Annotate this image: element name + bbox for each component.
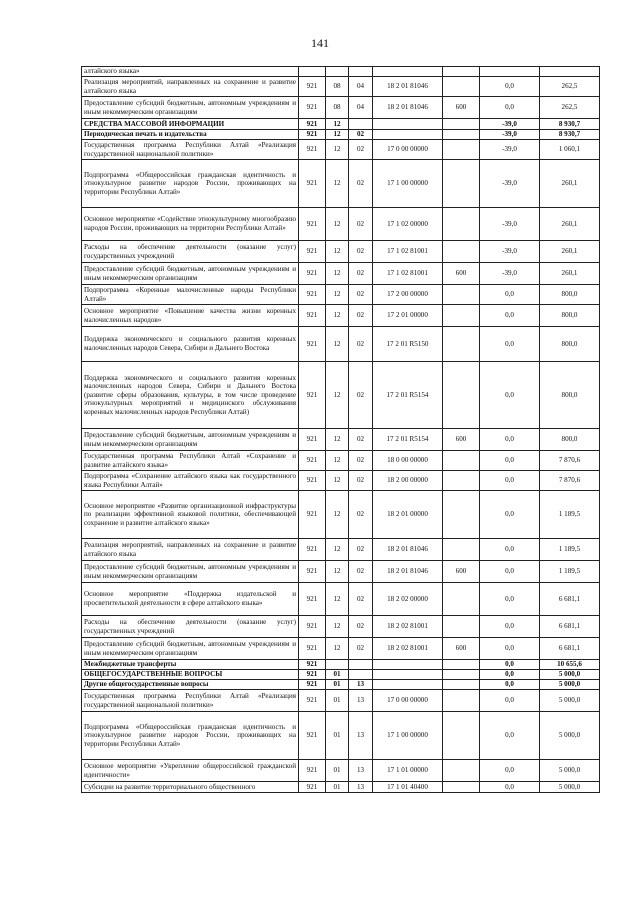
change-sum-cell: 0,0	[480, 362, 540, 429]
grbs-code-cell: 921	[299, 119, 326, 130]
total-amount-cell: 800,0	[540, 305, 600, 327]
subsection-code-cell: 02	[349, 140, 373, 160]
grbs-code-cell: 921	[299, 760, 326, 782]
target-article-cell: 18 2 00 00000	[373, 471, 443, 491]
grbs-code-cell: 921	[299, 680, 326, 690]
change-sum-cell: 0,0	[480, 491, 540, 539]
grbs-code-cell: 921	[299, 539, 326, 561]
target-article-cell	[373, 680, 443, 690]
table-row	[82, 782, 600, 793]
expense-type-cell	[443, 140, 480, 160]
change-sum-cell: -39,0	[480, 263, 540, 285]
total-amount-cell: 800,0	[540, 362, 600, 429]
target-article-cell: 18 2 01 00000	[373, 491, 443, 539]
total-amount-cell: 1 189,5	[540, 561, 600, 583]
section-code-cell: 01	[326, 680, 349, 690]
target-article-cell	[373, 67, 443, 77]
change-sum-cell: -39,0	[480, 160, 540, 208]
grbs-code-cell: 921	[299, 160, 326, 208]
grbs-code-cell: 921	[299, 638, 326, 660]
table-row	[82, 583, 600, 616]
change-sum-cell: 0,0	[480, 583, 540, 616]
section-code-cell: 08	[326, 77, 349, 97]
target-article-cell	[373, 130, 443, 140]
table-row	[82, 690, 600, 712]
table-row	[82, 561, 600, 583]
grbs-code-cell: 921	[299, 241, 326, 263]
expense-type-cell	[443, 660, 480, 670]
expense-name-cell: Поддержка экономического и социального развития коренных малочисленных народов Севера, Сибири и Дальнего Востока	[82, 327, 299, 362]
target-article-cell: 17 2 00 00000	[373, 285, 443, 305]
expense-name-cell: СРЕДСТВА МАССОВОЙ ИНФОРМАЦИИ	[82, 119, 299, 130]
change-sum-cell	[480, 67, 540, 77]
subsection-code-cell: 02	[349, 263, 373, 285]
table-row	[82, 670, 600, 680]
table-row	[82, 362, 600, 429]
total-amount-cell: 7 870,6	[540, 471, 600, 491]
expense-name-cell: Расходы на обеспечение деятельности (оказание услуг) государственных учреждений	[82, 241, 299, 263]
table-row	[82, 77, 600, 97]
grbs-code-cell: 921	[299, 97, 326, 119]
grbs-code-cell: 921	[299, 77, 326, 97]
expense-name-cell: Межбюджетные трансферты	[82, 660, 299, 670]
section-code-cell: 12	[326, 263, 349, 285]
table-row	[82, 680, 600, 690]
section-code-cell	[326, 67, 349, 77]
expense-name-cell: Предоставление субсидий бюджетным, автономным учреждениям и иным некоммерческим организациям	[82, 97, 299, 119]
table-row	[82, 119, 600, 130]
table-row	[82, 760, 600, 782]
subsection-code-cell: 02	[349, 305, 373, 327]
total-amount-cell: 6 681,1	[540, 616, 600, 638]
section-code-cell: 12	[326, 539, 349, 561]
change-sum-cell: 0,0	[480, 670, 540, 680]
table-row	[82, 67, 600, 77]
table-row	[82, 263, 600, 285]
section-code-cell: 12	[326, 362, 349, 429]
change-sum-cell: 0,0	[480, 760, 540, 782]
grbs-code-cell: 921	[299, 782, 326, 793]
subsection-code-cell: 02	[349, 429, 373, 451]
subsection-code-cell: 02	[349, 451, 373, 471]
change-sum-cell: -39,0	[480, 130, 540, 140]
section-code-cell: 12	[326, 140, 349, 160]
grbs-code-cell: 921	[299, 491, 326, 539]
target-article-cell: 17 1 02 81001	[373, 263, 443, 285]
grbs-code-cell: 921	[299, 263, 326, 285]
subsection-code-cell: 13	[349, 690, 373, 712]
expense-name-cell: Подпрограмма «Общероссийская гражданская идентичность и этнокультурное развитие народов России, проживающих на территории Республики Алтай»	[82, 160, 299, 208]
section-code-cell: 12	[326, 491, 349, 539]
section-code-cell: 12	[326, 616, 349, 638]
change-sum-cell: 0,0	[480, 451, 540, 471]
expense-type-cell	[443, 616, 480, 638]
section-code-cell: 12	[326, 241, 349, 263]
total-amount-cell: 1 189,5	[540, 539, 600, 561]
expense-type-cell	[443, 362, 480, 429]
expense-name-cell: Основное мероприятие «Укрепление общероссийской гражданской идентичности»	[82, 760, 299, 782]
section-code-cell: 12	[326, 130, 349, 140]
grbs-code-cell: 921	[299, 429, 326, 451]
target-article-cell: 17 2 01 00000	[373, 305, 443, 327]
section-code-cell: 08	[326, 97, 349, 119]
target-article-cell	[373, 660, 443, 670]
budget-table	[81, 66, 600, 793]
expense-type-cell: 600	[443, 429, 480, 451]
total-amount-cell: 7 870,6	[540, 451, 600, 471]
expense-type-cell	[443, 241, 480, 263]
expense-name-cell: Реализация мероприятий, направленных на сохранение и развитие алтайского языка	[82, 539, 299, 561]
expense-type-cell	[443, 160, 480, 208]
subsection-code-cell: 04	[349, 77, 373, 97]
grbs-code-cell: 921	[299, 327, 326, 362]
change-sum-cell: 0,0	[480, 660, 540, 670]
total-amount-cell	[540, 67, 600, 77]
expense-name-cell: Предоставление субсидий бюджетным, автономным учреждениям и иным некоммерческим организациям	[82, 263, 299, 285]
total-amount-cell: 5 000,0	[540, 760, 600, 782]
total-amount-cell: 10 655,6	[540, 660, 600, 670]
subsection-code-cell: 02	[349, 208, 373, 241]
subsection-code-cell: 02	[349, 539, 373, 561]
target-article-cell: 17 1 00 00000	[373, 160, 443, 208]
table-row	[82, 491, 600, 539]
expense-type-cell	[443, 782, 480, 793]
expense-name-cell: Государственная программа Республики Алтай «Сохранение и развитие алтайского языка»	[82, 451, 299, 471]
change-sum-cell: 0,0	[480, 616, 540, 638]
grbs-code-cell: 921	[299, 208, 326, 241]
subsection-code-cell: 02	[349, 471, 373, 491]
expense-type-cell	[443, 67, 480, 77]
section-code-cell	[326, 660, 349, 670]
total-amount-cell: 5 000,0	[540, 690, 600, 712]
expense-type-cell	[443, 130, 480, 140]
expense-type-cell	[443, 305, 480, 327]
expense-name-cell: Предоставление субсидий бюджетным, автономным учреждениям и иным некоммерческим организациям	[82, 561, 299, 583]
table-row	[82, 285, 600, 305]
grbs-code-cell: 921	[299, 305, 326, 327]
change-sum-cell: 0,0	[480, 561, 540, 583]
expense-type-cell	[443, 471, 480, 491]
subsection-code-cell: 02	[349, 327, 373, 362]
target-article-cell: 18 2 01 81046	[373, 561, 443, 583]
table-row	[82, 305, 600, 327]
grbs-code-cell: 921	[299, 471, 326, 491]
change-sum-cell: -39,0	[480, 140, 540, 160]
total-amount-cell: 260,1	[540, 241, 600, 263]
target-article-cell: 17 0 00 00000	[373, 690, 443, 712]
total-amount-cell: 262,5	[540, 77, 600, 97]
subsection-code-cell: 02	[349, 616, 373, 638]
target-article-cell	[373, 119, 443, 130]
section-code-cell: 01	[326, 760, 349, 782]
expense-type-cell: 600	[443, 561, 480, 583]
grbs-code-cell	[299, 67, 326, 77]
expense-type-cell	[443, 208, 480, 241]
change-sum-cell: -39,0	[480, 241, 540, 263]
table-row	[82, 539, 600, 561]
table-row	[82, 140, 600, 160]
total-amount-cell: 800,0	[540, 429, 600, 451]
change-sum-cell: 0,0	[480, 77, 540, 97]
section-code-cell: 12	[326, 119, 349, 130]
expense-name-cell: Поддержка экономического и социального развития коренных малочисленных народов Севера, Сибири и Дальнего Востока (развитие сферы образования, культуры, в том числе проведение этнокультурных мероприятий и медицинского обслуживания коренных малочисленных народов Республики Алтай)	[82, 362, 299, 429]
total-amount-cell: 5 000,0	[540, 670, 600, 680]
total-amount-cell: 8 930,7	[540, 119, 600, 130]
subsection-code-cell: 13	[349, 680, 373, 690]
change-sum-cell: 0,0	[480, 539, 540, 561]
expense-name-cell: Субсидии на развитие территориального общественного	[82, 782, 299, 793]
expense-type-cell: 600	[443, 263, 480, 285]
subsection-code-cell: 02	[349, 583, 373, 616]
expense-name-cell: Подпрограмма «Сохранение алтайского языка как государственного языка Республики Алтай»	[82, 471, 299, 491]
target-article-cell: 17 1 01 40400	[373, 782, 443, 793]
expense-name-cell: Реализация мероприятий, направленных на сохранение и развитие алтайского языка	[82, 77, 299, 97]
subsection-code-cell: 02	[349, 638, 373, 660]
section-code-cell: 12	[326, 305, 349, 327]
expense-type-cell	[443, 760, 480, 782]
section-code-cell: 12	[326, 429, 349, 451]
grbs-code-cell: 921	[299, 140, 326, 160]
expense-type-cell	[443, 539, 480, 561]
expense-name-cell: Основное мероприятие «Содействие этнокультурному многообразию народов России, проживающих на территории Республики Алтай»	[82, 208, 299, 241]
expense-name-cell: Государственная программа Республики Алтай «Реализация государственной национальной политики»	[82, 690, 299, 712]
target-article-cell: 18 0 00 00000	[373, 451, 443, 471]
table-row	[82, 638, 600, 660]
expense-name-cell: Периодическая печать и издательства	[82, 130, 299, 140]
target-article-cell: 17 0 00 00000	[373, 140, 443, 160]
table-row	[82, 160, 600, 208]
grbs-code-cell: 921	[299, 130, 326, 140]
expense-name-cell: Государственная программа Республики Алтай «Реализация государственной национальной политики»	[82, 140, 299, 160]
subsection-code-cell: 02	[349, 241, 373, 263]
total-amount-cell: 6 681,1	[540, 583, 600, 616]
change-sum-cell: -39,0	[480, 208, 540, 241]
target-article-cell: 18 2 02 00000	[373, 583, 443, 616]
table-row	[82, 241, 600, 263]
subsection-code-cell: 13	[349, 760, 373, 782]
grbs-code-cell: 921	[299, 451, 326, 471]
expense-type-cell	[443, 119, 480, 130]
expense-type-cell	[443, 451, 480, 471]
target-article-cell: 17 2 01 R5154	[373, 429, 443, 451]
table-row	[82, 471, 600, 491]
expense-name-cell: ОБЩЕГОСУДАРСТВЕННЫЕ ВОПРОСЫ	[82, 670, 299, 680]
expense-type-cell	[443, 285, 480, 305]
grbs-code-cell: 921	[299, 712, 326, 760]
expense-type-cell: 600	[443, 638, 480, 660]
expense-type-cell	[443, 712, 480, 760]
change-sum-cell: 0,0	[480, 712, 540, 760]
expense-name-cell: Другие общегосударственные вопросы	[82, 680, 299, 690]
target-article-cell: 17 1 02 81001	[373, 241, 443, 263]
section-code-cell: 12	[326, 451, 349, 471]
expense-type-cell	[443, 77, 480, 97]
table-row	[82, 660, 600, 670]
table-row	[82, 616, 600, 638]
section-code-cell: 12	[326, 561, 349, 583]
grbs-code-cell: 921	[299, 670, 326, 680]
section-code-cell: 01	[326, 670, 349, 680]
section-code-cell: 01	[326, 690, 349, 712]
table-row	[82, 327, 600, 362]
expense-name-cell: Основное мероприятие «Развитие организационной инфраструктуры по реализации эффективной языковой политики, обеспечивающей сохранение и развитие алтайского языка»	[82, 491, 299, 539]
target-article-cell: 17 1 00 00000	[373, 712, 443, 760]
table-row	[82, 208, 600, 241]
total-amount-cell: 6 681,1	[540, 638, 600, 660]
target-article-cell: 18 2 01 81046	[373, 539, 443, 561]
subsection-code-cell	[349, 119, 373, 130]
total-amount-cell: 260,1	[540, 208, 600, 241]
change-sum-cell: 0,0	[480, 471, 540, 491]
target-article-cell: 18 2 01 81046	[373, 77, 443, 97]
total-amount-cell: 1 060,1	[540, 140, 600, 160]
section-code-cell: 12	[326, 638, 349, 660]
change-sum-cell: -39,0	[480, 119, 540, 130]
subsection-code-cell: 02	[349, 561, 373, 583]
total-amount-cell: 260,1	[540, 160, 600, 208]
total-amount-cell: 800,0	[540, 285, 600, 305]
total-amount-cell: 1 189,5	[540, 491, 600, 539]
subsection-code-cell: 02	[349, 160, 373, 208]
subsection-code-cell: 02	[349, 362, 373, 429]
expense-name-cell: Подпрограмма «Коренные малочисленные народы Республики Алтай»	[82, 285, 299, 305]
subsection-code-cell	[349, 670, 373, 680]
change-sum-cell: 0,0	[480, 327, 540, 362]
change-sum-cell: 0,0	[480, 305, 540, 327]
expense-type-cell: 600	[443, 97, 480, 119]
change-sum-cell: 0,0	[480, 429, 540, 451]
subsection-code-cell: 02	[349, 491, 373, 539]
expense-name-cell: Предоставление субсидий бюджетным, автономным учреждениям и иным некоммерческим организациям	[82, 638, 299, 660]
expense-name-cell: Основное мероприятие «Поддержка издательской и просветительской деятельности в сфере алтайского языка»	[82, 583, 299, 616]
expense-name-cell: Подпрограмма «Общероссийская гражданская идентичность и этнокультурное развитие народов России, проживающих на территории Республики Алтай»	[82, 712, 299, 760]
grbs-code-cell: 921	[299, 561, 326, 583]
subsection-code-cell: 04	[349, 97, 373, 119]
grbs-code-cell: 921	[299, 285, 326, 305]
change-sum-cell: 0,0	[480, 285, 540, 305]
section-code-cell: 01	[326, 712, 349, 760]
expense-name-cell: Расходы на обеспечение деятельности (оказание услуг) государственных учреждений	[82, 616, 299, 638]
section-code-cell: 12	[326, 327, 349, 362]
target-article-cell: 17 1 02 00000	[373, 208, 443, 241]
total-amount-cell: 8 930,7	[540, 130, 600, 140]
subsection-code-cell: 13	[349, 712, 373, 760]
target-article-cell: 18 2 02 81001	[373, 638, 443, 660]
change-sum-cell: 0,0	[480, 638, 540, 660]
table-row	[82, 429, 600, 451]
grbs-code-cell: 921	[299, 362, 326, 429]
subsection-code-cell: 02	[349, 285, 373, 305]
expense-name-cell: Предоставление субсидий бюджетным, автономным учреждениям и иным некоммерческим организациям	[82, 429, 299, 451]
subsection-code-cell	[349, 660, 373, 670]
target-article-cell	[373, 670, 443, 680]
section-code-cell: 12	[326, 160, 349, 208]
expense-type-cell	[443, 670, 480, 680]
section-code-cell: 12	[326, 285, 349, 305]
section-code-cell: 01	[326, 782, 349, 793]
target-article-cell: 17 1 01 00000	[373, 760, 443, 782]
change-sum-cell: 0,0	[480, 680, 540, 690]
table-row	[82, 451, 600, 471]
change-sum-cell: 0,0	[480, 97, 540, 119]
target-article-cell: 17 2 01 R5150	[373, 327, 443, 362]
total-amount-cell: 5 000,0	[540, 782, 600, 793]
expense-name-cell: Основное мероприятие «Повышение качества жизни коренных малочисленных народов»	[82, 305, 299, 327]
section-code-cell: 12	[326, 208, 349, 241]
expense-type-cell	[443, 583, 480, 616]
target-article-cell: 18 2 01 81046	[373, 97, 443, 119]
total-amount-cell: 262,5	[540, 97, 600, 119]
subsection-code-cell	[349, 67, 373, 77]
table-row	[82, 712, 600, 760]
target-article-cell: 18 2 02 81001	[373, 616, 443, 638]
subsection-code-cell: 13	[349, 782, 373, 793]
subsection-code-cell: 02	[349, 130, 373, 140]
grbs-code-cell: 921	[299, 616, 326, 638]
total-amount-cell: 5 000,0	[540, 680, 600, 690]
page-number: 141	[311, 36, 329, 50]
target-article-cell: 17 2 01 R5154	[373, 362, 443, 429]
change-sum-cell: 0,0	[480, 690, 540, 712]
section-code-cell: 12	[326, 583, 349, 616]
grbs-code-cell: 921	[299, 583, 326, 616]
table-row	[82, 97, 600, 119]
expense-type-cell	[443, 491, 480, 539]
section-code-cell: 12	[326, 471, 349, 491]
expense-type-cell	[443, 690, 480, 712]
expense-type-cell	[443, 327, 480, 362]
grbs-code-cell: 921	[299, 660, 326, 670]
total-amount-cell: 800,0	[540, 327, 600, 362]
grbs-code-cell: 921	[299, 690, 326, 712]
expense-type-cell	[443, 680, 480, 690]
expense-name-cell: алтайского языка»	[82, 67, 299, 77]
total-amount-cell: 5 000,0	[540, 712, 600, 760]
total-amount-cell: 260,1	[540, 263, 600, 285]
table-row	[82, 130, 600, 140]
change-sum-cell: 0,0	[480, 782, 540, 793]
